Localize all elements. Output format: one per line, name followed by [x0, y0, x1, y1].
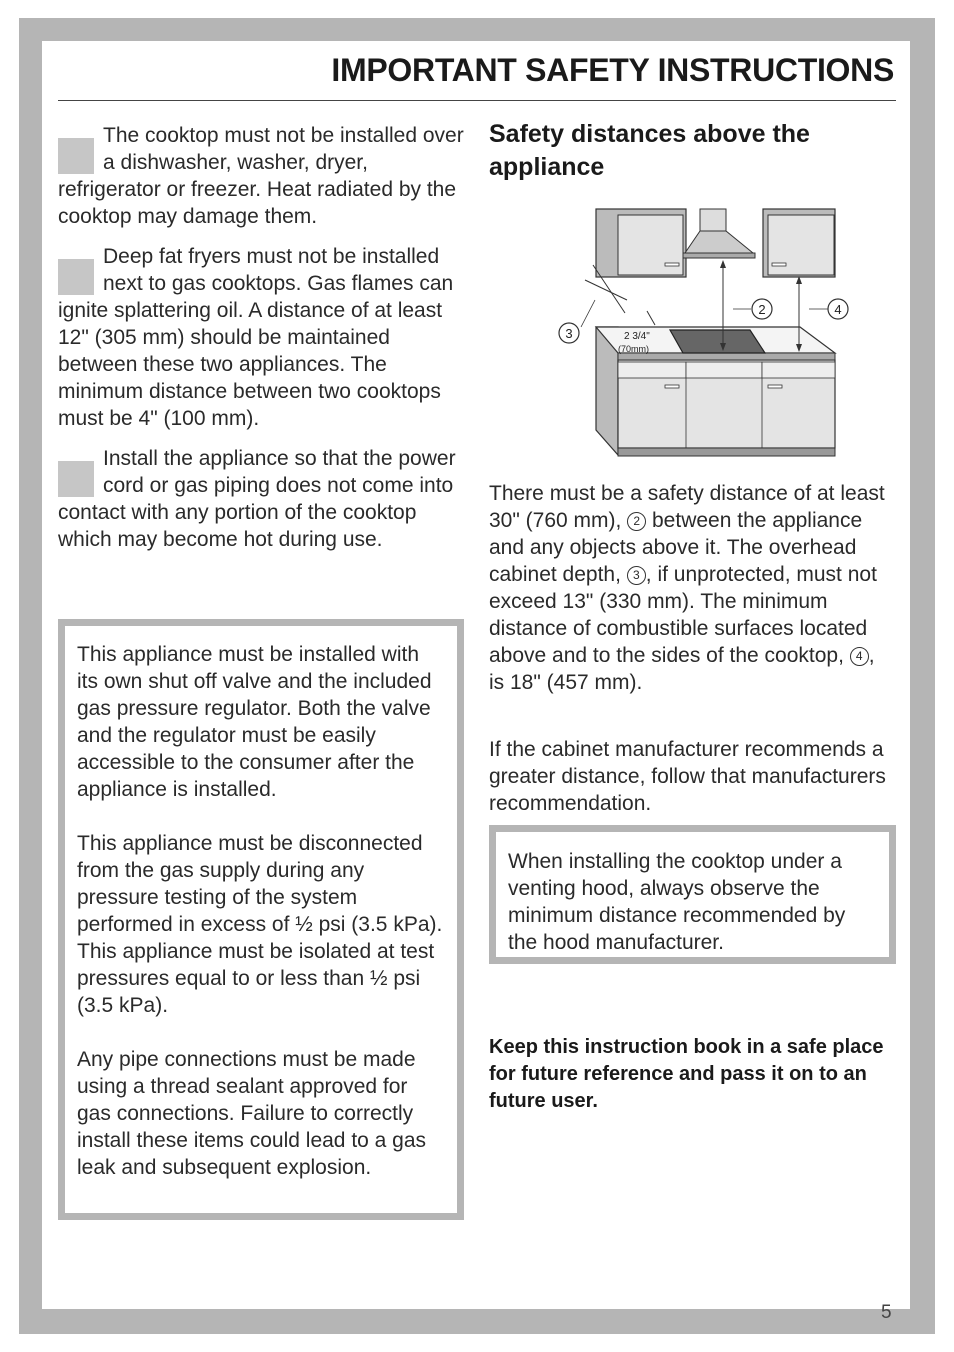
bullet-square-icon	[58, 259, 94, 295]
warning-text-2: Deep fat fryers must not be installed next to gas cooktops. Gas flames can ignite splattering oil. A distance of at least 12" (305 mm) should be maintained between these two appliances. The minimum distance between two cooktops must be 4" (100 mm).	[58, 245, 454, 430]
callout-2-label: 2	[758, 302, 766, 317]
venting-hood-notice-box	[489, 825, 896, 964]
cabinet-handle-icon	[768, 385, 782, 388]
keep-book-note: Keep this instruction book in a safe place for future reference and pass it on to an future user.	[489, 1036, 884, 1112]
warning-text-1: The cooktop must not be installed over a dishwasher, washer, dryer, refrigerator or freezer. Heat radiated by the cooktop may damage them.	[58, 124, 464, 228]
notice-text-pressure: This appliance must be disconnected from the gas supply during any pressure testing of the system performed in excess of ½ psi (3.5 kPa). This appliance must be isolated at test pressures equal to or less than ½ psi (3.5 kPa).	[77, 832, 443, 1017]
section-heading: Safety distances above the appliance	[489, 120, 810, 181]
warning-paragraph-3	[58, 445, 466, 553]
distance-text-a: There must be a safety distance of at least 30" (760 mm),	[489, 482, 885, 532]
safety-distance-paragraph	[489, 480, 889, 696]
left-column	[58, 122, 466, 566]
countertop-edge	[618, 353, 835, 360]
callout-4-label: 4	[834, 302, 842, 317]
distance-text-c: , if unprotected, must not exceed 13" (330 mm). The minimum distance of combustible surfaces located above and to the sides of the cooktop,	[489, 563, 877, 667]
depth-dimension-line	[585, 280, 627, 300]
distance-text-b: between the appliance and any objects above it. The overhead cabinet depth,	[489, 509, 863, 586]
cooktop	[670, 330, 765, 353]
gas-installation-notice-box	[58, 619, 464, 1220]
circled-2-icon: 2	[627, 512, 646, 531]
manufacturer-recommendation-paragraph: If the cabinet manufacturer recommends a greater distance, follow that manufacturers recommendation.	[489, 738, 886, 815]
cabinet-handle-icon	[772, 263, 786, 266]
circled-3-icon: 3	[627, 566, 646, 585]
distance-text-d: , is 18" (457 mm).	[489, 644, 875, 694]
drawer-right	[762, 362, 835, 378]
safety-distance-diagram	[555, 205, 840, 460]
callout-3-label: 3	[565, 326, 573, 341]
dimension-value: 2 3/4"	[624, 331, 650, 342]
right-column	[489, 118, 897, 204]
drawer-middle	[686, 362, 762, 378]
cabinet-plinth	[618, 448, 835, 456]
leader-line-dim	[647, 311, 655, 325]
notice-text-valve: This appliance must be installed with its own shut off valve and the included gas pressure regulator. Both the valve and the regulator must be easily accessible to the consumer after the appliance is installed.	[77, 643, 432, 801]
bullet-square-icon	[58, 138, 94, 174]
warning-paragraph-2	[58, 243, 466, 432]
cabinet-handle-icon	[665, 385, 679, 388]
circled-4-icon: 4	[850, 647, 869, 666]
warning-text-3: Install the appliance so that the power cord or gas piping does not come into contact with any portion of the cooktop which may become hot during use.	[58, 447, 456, 551]
bullet-square-icon	[58, 461, 94, 497]
arrow-head-icon	[720, 260, 726, 268]
range-hood	[685, 231, 753, 253]
leader-line-3	[581, 300, 595, 327]
hood-chimney	[700, 209, 726, 231]
drawer-left	[618, 362, 686, 378]
page-title: IMPORTANT SAFETY INSTRUCTIONS	[331, 52, 894, 88]
dimension-mm: (70mm)	[618, 344, 649, 354]
notice-text-pipes: Any pipe connections must be made using a thread sealant approved for gas connections. Failure to correctly install these items could lead to a gas leak and subsequent explosion.	[77, 1048, 427, 1179]
venting-hood-notice-text: When installing the cooktop under a venting hood, always observe the minimum distance recommended by the hood manufacturer.	[508, 850, 846, 954]
cabinet-handle-icon	[665, 263, 679, 266]
page-number: 5	[881, 1302, 892, 1323]
header-divider	[58, 100, 896, 101]
warning-paragraph-1	[58, 122, 466, 230]
hood-bottom	[683, 253, 755, 258]
